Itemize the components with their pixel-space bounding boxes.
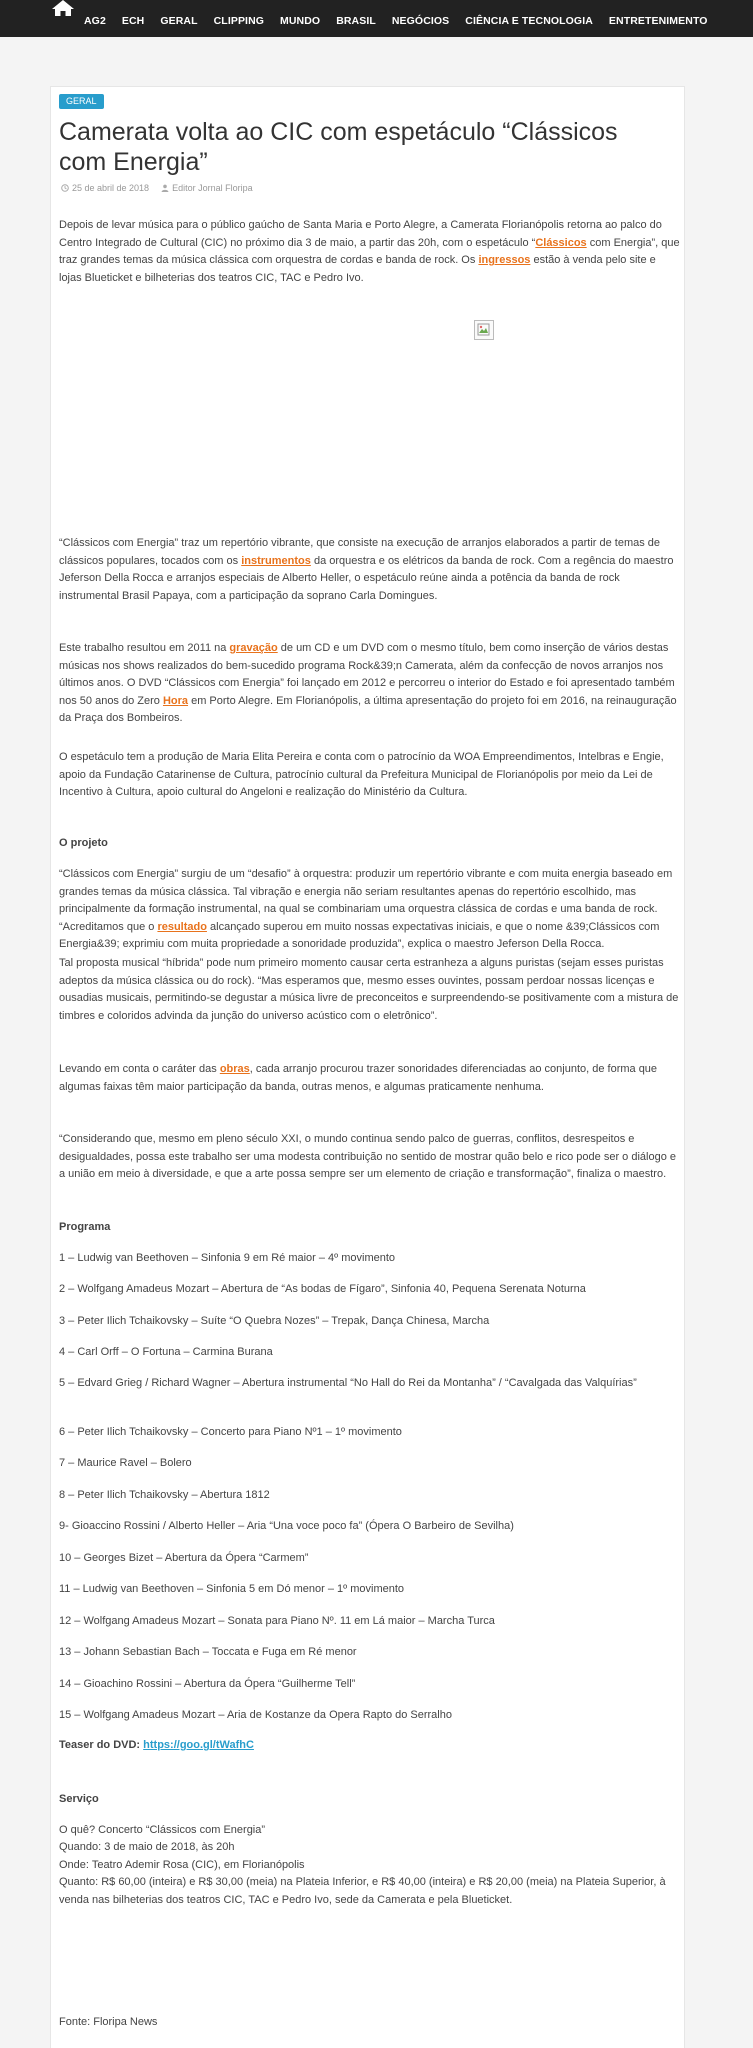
- nav-item-mundo[interactable]: MUNDO: [280, 15, 321, 27]
- keyword-link-ingressos[interactable]: ingressos: [478, 254, 531, 266]
- post-date: 25 de abril de 2018: [72, 183, 150, 193]
- post-author: Editor Jornal Floripa: [172, 183, 253, 193]
- keyword-link-gravacao[interactable]: gravação: [229, 642, 278, 654]
- keyword-link-resultado[interactable]: resultado: [157, 920, 207, 933]
- program-item: 6 – Peter Ilich Tchaikovsky – Concerto para Piano Nº1 – 1º movimento: [59, 1426, 402, 1438]
- program-item: 10 – Georges Bizet – Abertura da Ópera “Carmem”: [59, 1552, 309, 1564]
- nav-item-entretenimento[interactable]: ENTRETENIMENTO: [608, 15, 708, 27]
- paragraph-arrangements: Levando em conta o caráter das obras, cada arranjo procurou trazer sonoridades diferenciadas ao conjunto, de forma que algumas faixas têm maior participação da banda, outras menos, e algumas praticamente nenhuma.: [59, 1063, 658, 1093]
- paragraph-intro: Depois de levar música para o público gaúcho de Santa Maria e Porto Alegre, a Camerata Florianópolis retorna ao palco do Centro Integrado de Cultural (CIC) no próximo dia 3 de maio, a partir das 20h, com o espetáculo “Clássicos com Energia”, que traz grandes temas da música clássica com orquestra de cordas e banda de rock. Os ingressos estão à venda pelo site e lojas Blueticket e bilheterias dos teatros CIC, TAC e Pedro Ivo.: [59, 219, 680, 284]
- program-item: 1 – Ludwig van Beethoven – Sinfonia 9 em Ré maior – 4º movimento: [59, 1252, 396, 1264]
- broken-image-icon: [475, 321, 493, 339]
- broken-image-placeholder: [474, 320, 494, 340]
- nav-item-negocios[interactable]: NEGÓCIOS: [391, 15, 450, 27]
- servico-line: O quê? Concerto “Clássicos com Energia”: [59, 1824, 266, 1836]
- program-item: 7 – Maurice Ravel – Bolero: [59, 1457, 192, 1469]
- paragraph-quote: “Considerando que, mesmo em pleno século XXI, o mundo continua sendo palco de guerras, conflitos, desrespeitos e desigualdades, possa este trabalho ser uma modesta contribuição no sentido de mostrar quão belo e rico pode ser o diálogo e a união em meio à diversidade, e que a arte possa sempre ser um elemento de criação e transformação”, finaliza o maestro.: [59, 1133, 676, 1180]
- program-item: 14 – Gioachino Rossini – Abertura da Ópera “Guilherme Tell”: [59, 1678, 356, 1690]
- clock-icon: [61, 184, 69, 192]
- heading-projeto: O projeto: [59, 837, 108, 849]
- nav-item-ech[interactable]: ECH: [121, 15, 145, 27]
- program-item: 12 – Wolfgang Amadeus Mozart – Sonata para Piano Nº. 11 em Lá maior – Marcha Turca: [59, 1615, 495, 1627]
- program-item: 3 – Peter Ilich Tchaikovsky – Suíte “O Quebra Nozes” – Trepak, Dança Chinesa, Marcha: [59, 1315, 490, 1327]
- user-icon: [161, 184, 169, 192]
- paragraph-hybrid: Tal proposta musical “híbrida” pode num primeiro momento causar certa estranheza a alguns puristas (sejam esses puristas adeptos da música clássica ou do rock). “Mas esperamos que, mesmo esses ouvintes, possam perdoar nossas licenças e ousadias musicais, permitindo-se degustar a música livre de preconceitos e surpreendendo-se positivamente com a mistura de timbres e coloridos advinda da junção do universo acústico com o eletrônico”.: [59, 957, 679, 1022]
- paragraph-history: Este trabalho resultou em 2011 na gravação de um CD e um DVD com o mesmo título, bem como inserção de vários destas músicas nos shows realizados do bem-sucedido programa Rock&39;n Camerata, além da confecção de novos arranjos nos últimos anos. O DVD “Clássicos com Energia” foi lançado em 2012 e percorreu o interior do Estado e foi apresentado também nos 50 anos do Zero Hora em Porto Alegre. Em Florianópolis, a última apresentação do projeto foi em 2016, na reinauguração da Praça dos Bombeiros.: [59, 642, 677, 724]
- program-item: 5 – Edvard Grieg / Richard Wagner – Abertura instrumental “No Hall do Rei da Montanha” / “Cavalgada das Valquírias”: [59, 1377, 637, 1389]
- program-item: 13 – Johann Sebastian Bach – Toccata e Fuga em Ré menor: [59, 1646, 357, 1658]
- teaser-line: Teaser do DVD: https://goo.gl/tWafhC: [59, 1739, 254, 1751]
- program-item: 8 – Peter Ilich Tchaikovsky – Abertura 1812: [59, 1489, 270, 1501]
- nav-item-ag2[interactable]: AG2: [84, 15, 106, 27]
- paragraph-production: O espetáculo tem a produção de Maria Elita Pereira e conta com o patrocínio da WOA Empreendimentos, Intelbras e Engie, apoio da Fundação Catarinense de Cultura, patrocínio cultural da Prefeitura Municipal de Florianópolis por meio da Lei de Incentivo à Cultura, apoio cultural do Angeloni e realização do Ministério da Cultura.: [59, 751, 664, 798]
- keyword-link-obras[interactable]: obras: [219, 1063, 250, 1075]
- heading-servico: Serviço: [59, 1793, 99, 1805]
- keyword-link-hora[interactable]: Hora: [162, 694, 189, 707]
- main-menu: [84, 15, 708, 27]
- program-item: 11 – Ludwig van Beethoven – Sinfonia 5 em Dó menor – 1º movimento: [59, 1583, 405, 1595]
- article-title: Camerata volta ao CIC com espetáculo “Clássicos com Energia”: [59, 118, 618, 176]
- servico-line: Onde: Teatro Ademir Rosa (CIC), em Florianópolis: [59, 1859, 305, 1871]
- servico-line: Quanto: R$ 60,00 (inteira) e R$ 30,00 (meia) na Plateia Inferior, e R$ 40,00 (inteira) e R$ 20,00 (meia) na Plateia Superior, à venda nas bilheterias dos teatros CIC, TAC e Pedro Ivo, sede da Camerata e pela Blueticket.: [59, 1876, 666, 1906]
- article-meta: [61, 183, 265, 193]
- heading-programa: Programa: [59, 1221, 111, 1233]
- keyword-link-instrumentos[interactable]: instrumentos: [241, 554, 311, 567]
- author-meta[interactable]: [161, 183, 253, 193]
- article-container: [50, 86, 685, 2048]
- servico-line: Quando: 3 de maio de 2018, às 20h: [59, 1841, 235, 1853]
- top-navigation-bar: [0, 0, 753, 37]
- teaser-dvd-link[interactable]: https://goo.gl/tWafhC: [143, 1739, 254, 1751]
- program-item: 9- Gioaccino Rossini / Alberto Heller – Aria “Una voce poco fa” (Ópera O Barbeiro de Sevilha): [59, 1520, 514, 1532]
- program-item: 4 – Carl Orff – O Fortuna – Carmina Burana: [59, 1346, 273, 1358]
- date-meta[interactable]: [61, 183, 149, 193]
- nav-item-ciencia-tecnologia[interactable]: CIÊNCIA E TECNOLOGIA: [465, 15, 593, 27]
- paragraph-repertoire: “Clássicos com Energia” traz um repertório vibrante, que consiste na execução de arranjos elaborados a partir de temas de clássicos populares, tocados com os instrumentos da orquestra e os elétricos da banda de rock. Com a regência do maestro Jeferson Della Rocca e arranjos especiais de Alberto Heller, o espetáculo reúne ainda a potência da banda de rock instrumental Brasil Papaya, com a participação da soprano Carla Domingues.: [59, 537, 674, 602]
- nav-item-brasil[interactable]: BRASIL: [336, 15, 376, 27]
- paragraph-project: “Clássicos com Energia” surgiu de um “desafio” à orquestra: produzir um repertório vibrante e com muita energia baseado em grandes temas da música clássica. Tal vibração e energia não seriam resultantes apenas do repertório escolhido, mas principalmente da formação instrumental, na qual se combinariam uma orquestra clássica de cordas e uma banda de rock. “Acreditamos que o resultado alcançado superou em muito nossas expectativas iniciais, e que o nome &39;Clássicos com Energia&39; exprimiu com muita propriedade a sonoridade produzida”, explica o maestro Jeferson Della Rocca.: [59, 868, 673, 950]
- source-credit: Fonte: Floripa News: [59, 2016, 158, 2028]
- home-icon[interactable]: [52, 0, 74, 16]
- program-item: 2 – Wolfgang Amadeus Mozart – Abertura de “As bodas de Fígaro”, Sinfonia 40, Pequena Serenata Noturna: [59, 1283, 586, 1295]
- nav-item-clipping[interactable]: CLIPPING: [213, 15, 265, 27]
- nav-item-geral[interactable]: GERAL: [160, 15, 198, 27]
- category-badge[interactable]: GERAL: [59, 94, 104, 109]
- program-item: 15 – Wolfgang Amadeus Mozart – Aria de Kostanze da Opera Rapto do Serralho: [59, 1709, 452, 1721]
- keyword-link-classicos[interactable]: Clássicos: [535, 236, 587, 249]
